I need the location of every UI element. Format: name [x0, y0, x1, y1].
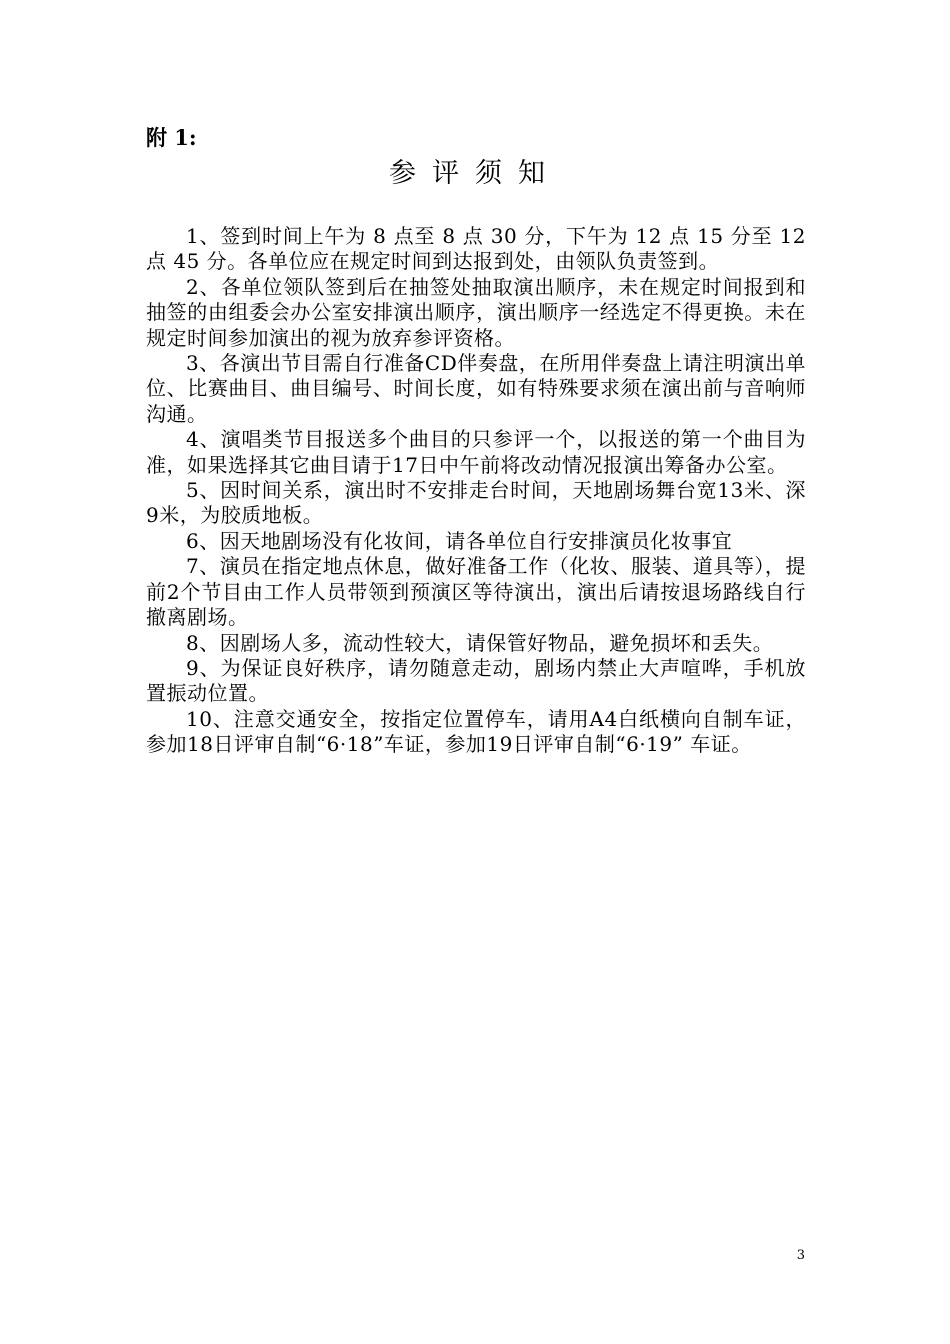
notice-item-7: 7、演员在指定地点休息，做好准备工作（化妆、服装、道具等），提前2个节目由工作人员带领到预演区等待演出，演出后请按退场路线自行撤离剧场。 — [146, 554, 806, 630]
notice-item-8: 8、因剧场人多，流动性较大，请保管好物品，避免损坏和丢失。 — [186, 630, 774, 655]
notice-item-4: 4、演唱类节目报送多个曲目的只参评一个，以报送的第一个曲目为准，如果选择其它曲目请于17日中午前将改动情况报演出筹备办公室。 — [146, 427, 806, 477]
notice-item-6: 6、因天地剧场没有化妆间，请各单位自行安排演员化妆事宜 — [186, 528, 733, 553]
notice-item-10: 10、注意交通安全，按指定位置停车，请用A4白纸横向自制车证，参加18日评审自制“6·18”车证，参加19日评审自制“6·19” 车证。 — [146, 706, 806, 757]
notice-item-2: 2、各单位领队签到后在抽签处抽取演出顺序，未在规定时间报到和抽签的由组委会办公室安排演出顺序，演出顺序一经选定不得更换。未在规定时间参加演出的视为放弃参评资格。 — [146, 274, 806, 350]
notice-item-5: 5、因时间关系，演出时不安排走台时间，天地剧场舞台宽13米、深9米，为胶质地板。 — [146, 478, 806, 528]
notice-item-1: 1、签到时间上午为 8 点至 8 点 30 分，下午为 12 点 15 分至 12 点 45 分。各单位应在规定时间到达报到处，由领队负责签到。 — [146, 224, 806, 274]
notice-item-3: 3、各演出节目需自行准备CD伴奏盘，在所用伴奏盘上请注明演出单位、比赛曲目、曲目编号、时间长度，如有特殊要求须在演出前与音响师沟通。 — [146, 351, 806, 426]
page-number: 3 — [796, 1248, 805, 1263]
notice-list — [146, 224, 806, 758]
notice-item-9: 9、为保证良好秩序，请勿随意走动，剧场内禁止大声喧哗，手机放置振动位置。 — [146, 655, 806, 706]
attachment-label: 附 1: — [146, 125, 197, 150]
page-title: 参评须知 — [389, 158, 561, 189]
